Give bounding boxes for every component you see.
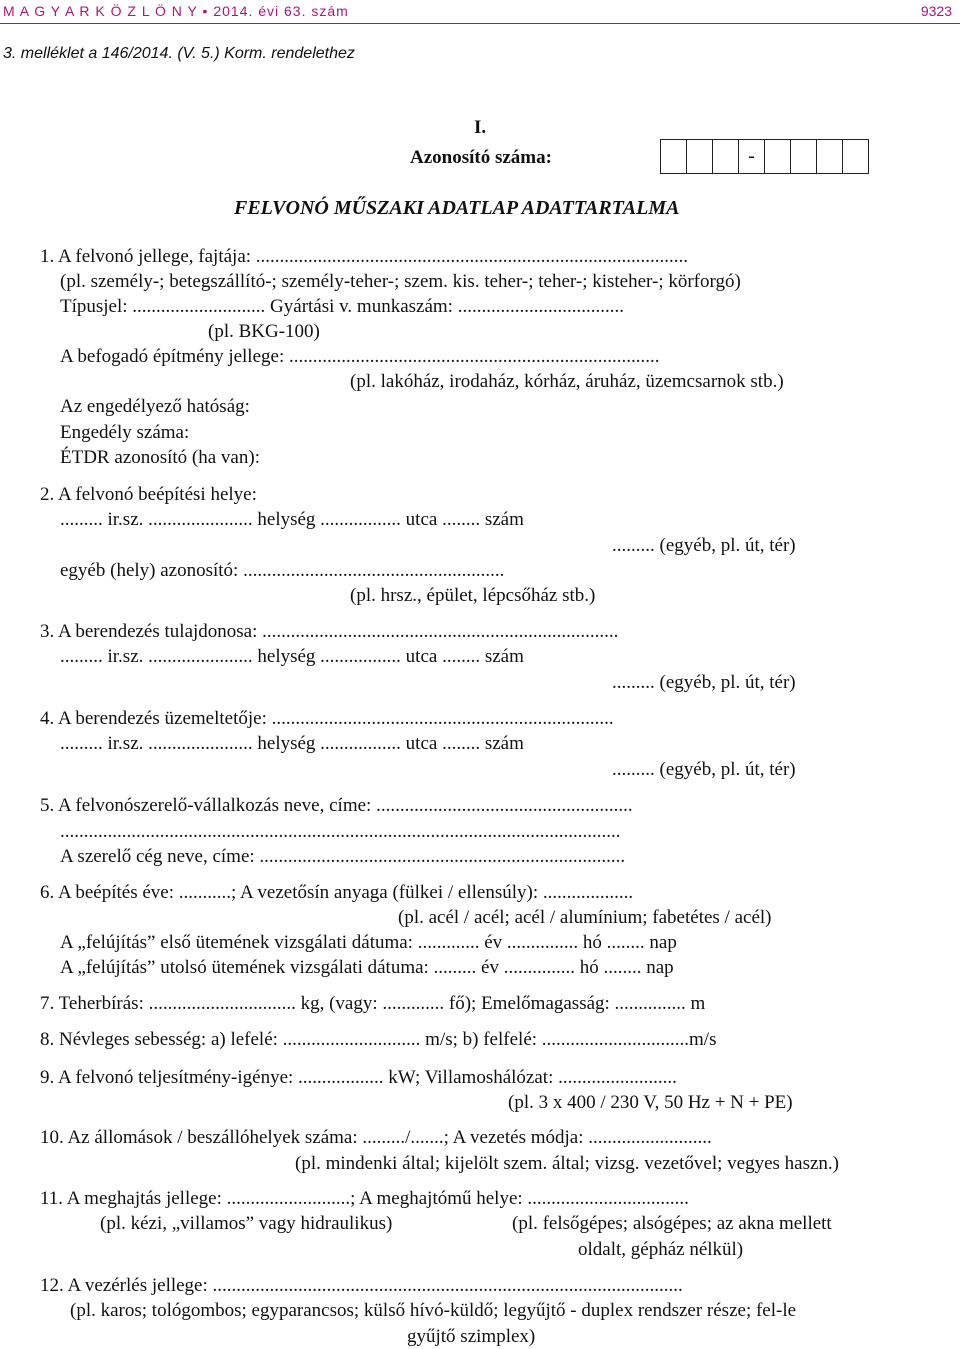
form-line-s6-l4: A „felújítás” utolsó ütemének vizsgálati dátuma: ......... év ............... hó ........ nap — [60, 957, 674, 978]
form-line-s12-l3: gyűjtő szimplex) — [407, 1326, 536, 1347]
form-line-s9-l2: (pl. 3 x 400 / 230 V, 50 Hz + N + PE) — [508, 1092, 793, 1113]
form-line-s7-l1: 7. Teherbírás: ............................... kg, (vagy: ............. fő); Emelőmagasság: ............... m — [40, 993, 706, 1014]
id-cell[interactable] — [816, 140, 842, 173]
form-line-s5-l3: A szerelő cég neve, címe: ............................................................................. — [60, 846, 626, 867]
annex-title: 3. melléklet a 146/2014. (V. 5.) Korm. rendelethez — [3, 45, 355, 62]
form-line-s8-l1: 8. Névleges sebesség: a) lefelé: ............................. m/s; b) felfelé: ...............................m/s — [40, 1029, 717, 1050]
form-line-s12-l1: 12. A vezérlés jellege: ................................................................................................... — [40, 1275, 683, 1296]
form-line-s2-l4: egyéb (hely) azonosító: ....................................................... — [60, 560, 505, 581]
form-line-s1-l8: Engedély száma: — [60, 422, 190, 443]
form-line-s11-l2: (pl. kézi, „villamos” vagy hidraulikus) — [100, 1213, 393, 1234]
form-line-s2-l3: ......... (egyéb, pl. út, tér) — [612, 535, 796, 556]
id-cell[interactable] — [686, 140, 712, 173]
form-line-s11-l3: (pl. felsőgépes; alsógépes; az akna mellett — [512, 1213, 832, 1234]
id-cell[interactable] — [790, 140, 816, 173]
header-rule — [0, 23, 960, 24]
form-line-s1-l2: (pl. személy-; betegszállító-; személy-teher-; szem. kis. teher-; teher-; kisteher-; körforgó) — [60, 271, 741, 292]
form-line-s3-l1: 3. A berendezés tulajdonosa: ........................................................................... — [40, 621, 619, 642]
form-line-s3-l3: ......... (egyéb, pl. út, tér) — [612, 672, 796, 693]
publication-header: M A G Y A R K Ö Z L Ö N Y • 2014. évi 63. szám — [3, 3, 349, 19]
form-line-s1-l9: ÉTDR azonosító (ha van): — [60, 447, 260, 468]
form-line-s11-l4: oldalt, gépház nélkül) — [578, 1239, 744, 1260]
form-title: FELVONÓ MŰSZAKI ADATLAP ADATTARTALMA — [234, 197, 680, 219]
form-line-s4-l3: ......... (egyéb, pl. út, tér) — [612, 759, 796, 780]
form-line-s9-l1: 9. A felvonó teljesítmény-igénye: .................. kW; Villamoshálózat: ......................... — [40, 1067, 677, 1088]
form-line-s1-l4: (pl. BKG-100) — [208, 321, 320, 342]
id-cell[interactable] — [764, 140, 790, 173]
form-line-s1-l6: (pl. lakóház, irodaház, kórház, áruház, üzemcsarnok stb.) — [350, 371, 784, 392]
form-line-s6-l3: A „felújítás” első ütemének vizsgálati dátuma: ............. év ............... hó ........ nap — [60, 932, 677, 953]
id-number-boxes — [660, 139, 869, 174]
form-line-s6-l2: (pl. acél / acél; acél / alumínium; fabetétes / acél) — [398, 907, 772, 928]
form-line-s1-l1: 1. A felvonó jellege, fajtája: ........................................................................................... — [40, 246, 689, 267]
id-cell[interactable]: - — [738, 140, 764, 173]
form-line-s4-l1: 4. A berendezés üzemeltetője: ........................................................................ — [40, 708, 614, 729]
form-line-s1-l5: A befogadó építmény jellege: .............................................................................. — [60, 346, 660, 367]
form-line-s2-l2: ......... ir.sz. ...................... helység ................. utca ........ szám — [60, 509, 524, 530]
form-line-s11-l1: 11. A meghajtás jellege: ..........................; A meghajtómű helye: .................................. — [40, 1188, 689, 1209]
section-roman-numeral: I. — [474, 117, 487, 138]
id-cell[interactable] — [842, 140, 868, 173]
id-cell[interactable] — [661, 140, 686, 173]
form-line-s3-l2: ......... ir.sz. ...................... helység ................. utca ........ szám — [60, 646, 524, 667]
form-line-s4-l2: ......... ir.sz. ...................... helység ................. utca ........ szám — [60, 733, 524, 754]
form-line-s10-l1: 10. Az állomások / beszállóhelyek száma: ........./.......; A vezetés módja: .......................... — [40, 1127, 712, 1148]
form-line-s1-l3: Típusjel: ............................ Gyártási v. munkaszám: ................................... — [60, 296, 624, 317]
form-line-s1-l7: Az engedélyező hatóság: — [60, 396, 250, 417]
form-line-s6-l1: 6. A beépítés éve: ...........; A vezetősín anyaga (fülkei / ellensúly): ................... — [40, 882, 634, 903]
form-line-s2-l1: 2. A felvonó beépítési helye: — [40, 484, 257, 505]
form-line-s10-l2: (pl. mindenki által; kijelölt szem. által; vizsg. vezetővel; vegyes haszn.) — [295, 1153, 839, 1174]
form-line-s5-l2: ...................................................................................................................... — [60, 821, 621, 842]
id-label: Azonosító száma: — [410, 147, 552, 168]
id-cell[interactable] — [712, 140, 738, 173]
page-number: 9323 — [920, 3, 952, 19]
form-line-s12-l2: (pl. karos; tológombos; egyparancsos; külső hívó-küldő; legyűjtő - duplex rendszer része; fel-le — [70, 1300, 797, 1321]
form-line-s2-l5: (pl. hrsz., épület, lépcsőház stb.) — [350, 585, 596, 606]
form-line-s5-l1: 5. A felvonószerelő-vállalkozás neve, címe: ...................................................... — [40, 795, 633, 816]
